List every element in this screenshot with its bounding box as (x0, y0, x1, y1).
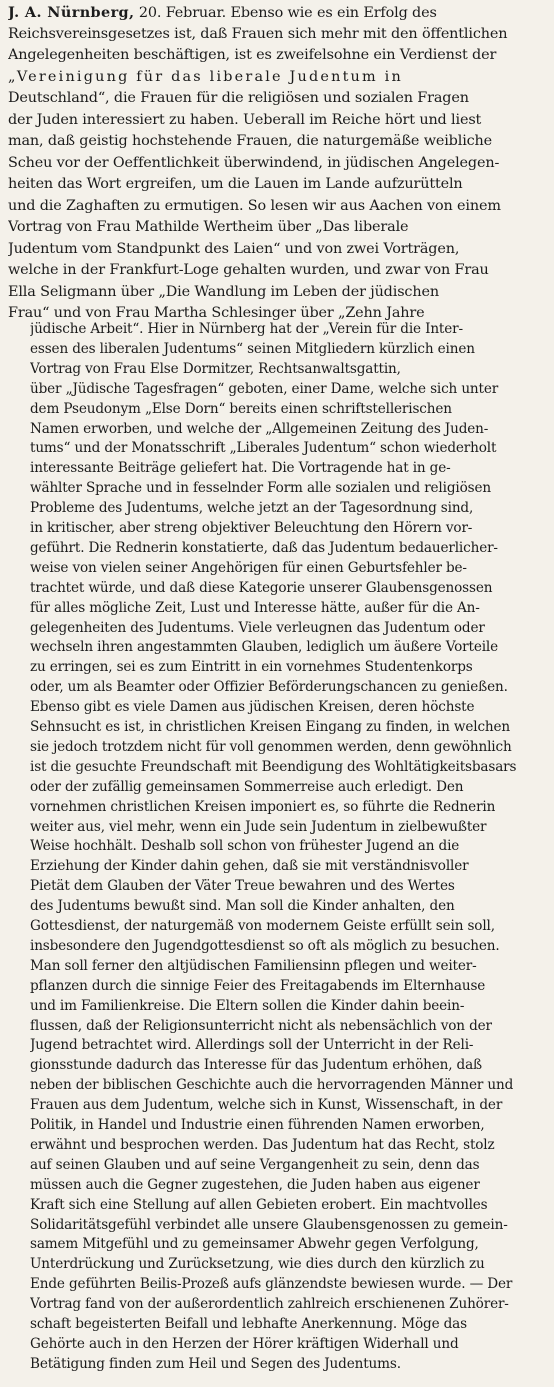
text-line: Betätigung finden zum Heil und Segen des Judentums. (30, 1355, 401, 1372)
text-line: weiter aus, viel mehr, wenn ein Jude sein Judentum in zielbewußter (30, 818, 487, 835)
text-line: Politik, in Handel und Industrie einen führenden Namen erworben, (30, 1117, 485, 1133)
text-line: Deutschland“, die Frauen für die religiösen und sozialen Fragen (8, 90, 469, 106)
text-line: Man soll ferner den altjüdischen Familiensinn pflegen und weiter- (30, 957, 477, 974)
text-line: Vortrag von Frau Mathilde Wertheim über „Das liberale (8, 219, 409, 235)
text-line: Frauen aus dem Judentum, welche sich in Kunst, Wissenschaft, in der (30, 1097, 503, 1114)
text-line: und im Familienkreise. Die Eltern sollen die Kinder dahin beein- (30, 997, 465, 1014)
text-line: man, daß geistig hochstehende Frauen, die naturgemäße weibliche (8, 133, 493, 149)
text-line: Pietät dem Glauben der Väter Treue bewahren und des Wertes (30, 878, 455, 895)
text-line: Vortrag fand von der außerordentlich zahlreich erschienenen Zuhörer- (30, 1296, 509, 1313)
text-line: wählter Sprache und in fesselnder Form alle sozialen und religiösen (30, 480, 491, 497)
text-line: Kraft sich eine Stellung auf allen Gebieten erobert. Ein machtvolles (30, 1196, 488, 1213)
text-line: Sehnsucht es ist, in christlichen Kreisen Eingang zu finden, in welchen (30, 719, 511, 735)
text-line: „Vereinigung für das liberale Judentum in (8, 68, 403, 85)
text-line: Weise hochhält. Deshalb soll schon von frühester Jugend an die (30, 838, 460, 855)
text-line: J. A. Nürnberg, 20. Februar. Ebenso wie es ein Erfolg des (8, 4, 437, 21)
text-line: Scheu vor der Oeffentlichkeit überwindend, in jüdischen Angelegen- (8, 154, 500, 171)
text-line: erwähnt und besprochen werden. Das Judentum hat das Recht, stolz (30, 1136, 495, 1153)
text-line: interessante Beiträge geliefert hat. Die Vortragende hat in ge- (30, 460, 451, 477)
text-line: Frau“ und von Frau Martha Schlesinger über „Zehn Jahre (8, 305, 425, 321)
text-line: Ebenso gibt es viele Damen aus jüdischen Kreisen, deren höchste (30, 699, 475, 716)
text-line: zu erringen, sei es zum Eintritt in ein vornehmes Studentenkorps (30, 659, 473, 676)
text-line: auf seinen Glauben und auf seine Vergangenheit zu sein, denn das (30, 1156, 480, 1173)
text-line: essen des liberalen Judentums“ seinen Mitgliedern kürzlich einen (30, 340, 475, 357)
text-line: Ella Seligmann über „Die Wandlung im Leben der jüdischen (8, 283, 439, 300)
text-line: Erziehung der Kinder dahin gehen, daß sie mit verständnisvoller (30, 858, 469, 875)
text-line: müssen auch die Gegner zugestehen, die Juden haben aus eigener (30, 1176, 480, 1193)
text-line: Solidaritätsgefühl verbindet alle unsere Glaubensgenossen zu gemein- (30, 1216, 508, 1233)
text-line: und die Zaghaften zu ermutigen. So lesen wir aus Aachen von einem (8, 197, 501, 214)
text-line: vornehmen christlichen Kreisen imponiert es, so führte die Rednerin (30, 798, 496, 815)
text-line: oder der zufällig gemeinsamen Sommerreise auch erledigt. Den (30, 778, 464, 795)
text-line: neben der biblischen Geschichte auch die hervorragenden Männer und (30, 1077, 514, 1094)
text-line: Reichsvereinsgesetzes ist, daß Frauen sich mehr mit den öffentlichen (8, 25, 508, 42)
text-line: des Judentums bewußt sind. Man soll die Kinder anhalten, den (30, 898, 455, 915)
text-line: Vortrag von Frau Else Dormitzer, Rechtsanwaltsgattin, (30, 360, 401, 377)
dateline: J. A. Nürnberg, (8, 4, 135, 21)
text-line: Namen erworben, und welche der „Allgemeinen Zeitung des Juden- (30, 420, 489, 437)
text-line: sie jedoch trotzdem nicht für voll genommen werden, denn gewöhnlich (30, 738, 512, 755)
text-line: Unterdrückung und Zurücksetzung, wie dies durch den kürzlich zu (30, 1256, 485, 1273)
text-line: oder, um als Beamter oder Offizier Beförderungschancen zu genießen. (30, 679, 508, 696)
text-line: Gehörte auch in den Herzen der Hörer kräftigen Widerhall und (30, 1335, 459, 1352)
text-line: Probleme des Judentums, welche jetzt an der Tagesordnung sind, (30, 500, 474, 517)
text-line: geführt. Die Rednerin konstatierte, daß das Judentum bedauerlicher- (30, 539, 498, 556)
text-line: jüdische Arbeit“. Hier in Nürnberg hat der „Verein für die Inter- (30, 321, 463, 337)
text-line: Ende geführten Beilis-Prozeß aufs glänzendste bewiesen wurde. — Der (30, 1276, 513, 1293)
text-line: Judentum vom Standpunkt des Laien“ und von zwei Vorträgen, (8, 240, 460, 257)
text-line: schaft begeisterten Beifall und lebhafte Anerkennung. Möge das (30, 1316, 467, 1332)
text-line: dem Pseudonym „Else Dorn“ bereits einen schriftstellerischen (30, 400, 452, 417)
text-line: weise von vielen seiner Angehörigen für einen Geburtsfehler be- (30, 559, 467, 576)
text-line: der Juden interessiert zu haben. Ueberall im Reiche hört und liest (8, 111, 482, 128)
text-line: trachtet würde, und daß diese Kategorie unserer Glaubensgenossen (30, 579, 493, 596)
text-line: gionsstunde dadurch das Interesse für das Judentum erhöhen, daß (30, 1057, 482, 1074)
text-line: in kritischer, aber streng objektiver Beleuchtung den Hörern vor- (30, 520, 473, 536)
text-line: gelegenheiten des Judentums. Viele verleugnen das Judentum oder (30, 619, 485, 636)
text-line: tums“ und der Monatsschrift „Liberales Judentum“ schon wiederholt (30, 440, 497, 457)
text-line: wechseln ihren angestammten Glauben, lediglich um äußere Vorteile (30, 639, 499, 656)
text-line: welche in der Frankfurt-Loge gehalten wurden, und zwar von Frau (8, 262, 489, 278)
text-line: Jugend betrachtet wird. Allerdings soll der Unterricht in der Reli- (30, 1037, 474, 1054)
text-line: heiten das Wort ergreifen, um die Lauen im Lande aufzurütteln (8, 176, 463, 192)
text-line: samem Mitgefühl und zu gemeinsamer Abwehr gegen Verfolgung, (30, 1236, 479, 1253)
text-line: Angelegenheiten beschäftigen, ist es zweifelsohne ein Verdienst der (8, 47, 497, 63)
text-line: pflanzen durch die sinnige Feier des Freitagabends im Elternhause (30, 977, 486, 994)
text-line: über „Jüdische Tagesfragen“ geboten, einer Dame, welche sich unter (30, 380, 499, 397)
text-line: insbesondere den Jugendgottesdienst so oft als möglich zu besuchen. (30, 937, 500, 954)
text-line: Gottesdienst, der naturgemäß von modernem Geiste erfüllt sein soll, (30, 918, 495, 934)
text-line: für alles mögliche Zeit, Lust und Interesse hätte, außer für die An- (30, 599, 480, 616)
text-line: ist die gesuchte Freundschaft mit Beendigung des Wohltätigkeitsbasars (30, 758, 517, 775)
text-line: flussen, daß der Religionsunterricht nicht als nebensächlich von der (30, 1017, 492, 1034)
